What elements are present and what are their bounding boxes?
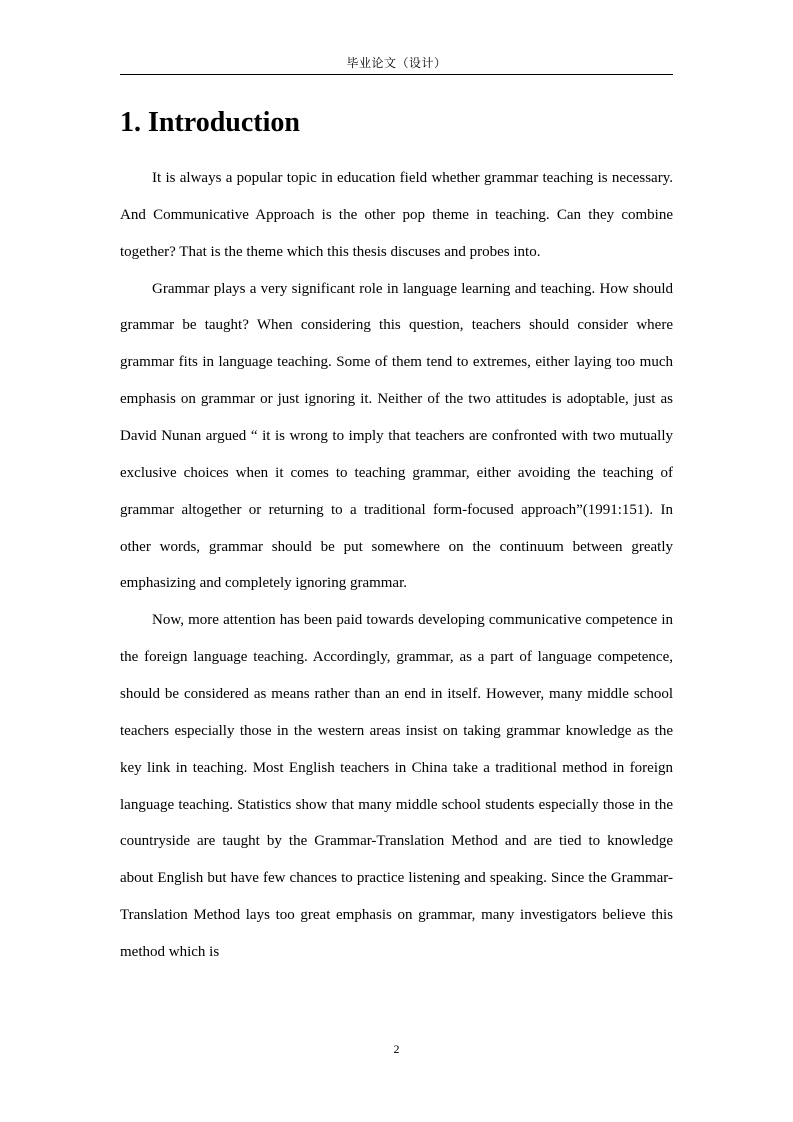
paragraph-grammar-role: Grammar plays a very significant role in language learning and teaching. How should grammar be taught? When considering this question, teachers should consider where grammar fits in language teaching. Some of them tend to extremes, either laying too much emphasis on grammar or just ignoring it. Neither of the two attitudes is adoptable, just as David Nunan argued “ it is wrong to imply that teachers are confronted with two mutually exclusive choices when it comes to teaching grammar, either avoiding the teaching of grammar altogether or returning to a traditional form-focused approach”(1991:151). In other words, grammar should be put somewhere on the continuum between greatly emphasizing and completely ignoring grammar. [120,280,673,592]
paragraph-communicative-competence: Now, more attention has been paid towards developing communicative competence in the foreign language teaching. Accordingly, grammar, as a part of language competence, should be considered as means rather than an end in itself. However, many middle school teachers especially those in the western areas insist on taking grammar knowledge as the key link in teaching. Most English teachers in China take a traditional method in foreign language teaching. Statistics show that many middle school students especially those in the countryside are taught by the Grammar-Translation Method and are tied to knowledge about English but have few chances to practice listening and speaking. Since the Grammar-Translation Method lays too great emphasis on grammar, many investigators believe this method which is [120,612,673,961]
body-text [120,160,673,971]
chapter-title: 1. Introduction [120,107,300,138]
running-header: 毕业论文（设计） [346,56,447,70]
page-number: 2 [393,1042,400,1056]
paragraph-intro-topic: It is always a popular topic in education field whether grammar teaching is necessary. And Communicative Approach is the other pop theme in teaching. Can they combine together? That is the theme which this thesis discuses and probes into. [120,170,673,260]
header-rule [120,74,673,75]
